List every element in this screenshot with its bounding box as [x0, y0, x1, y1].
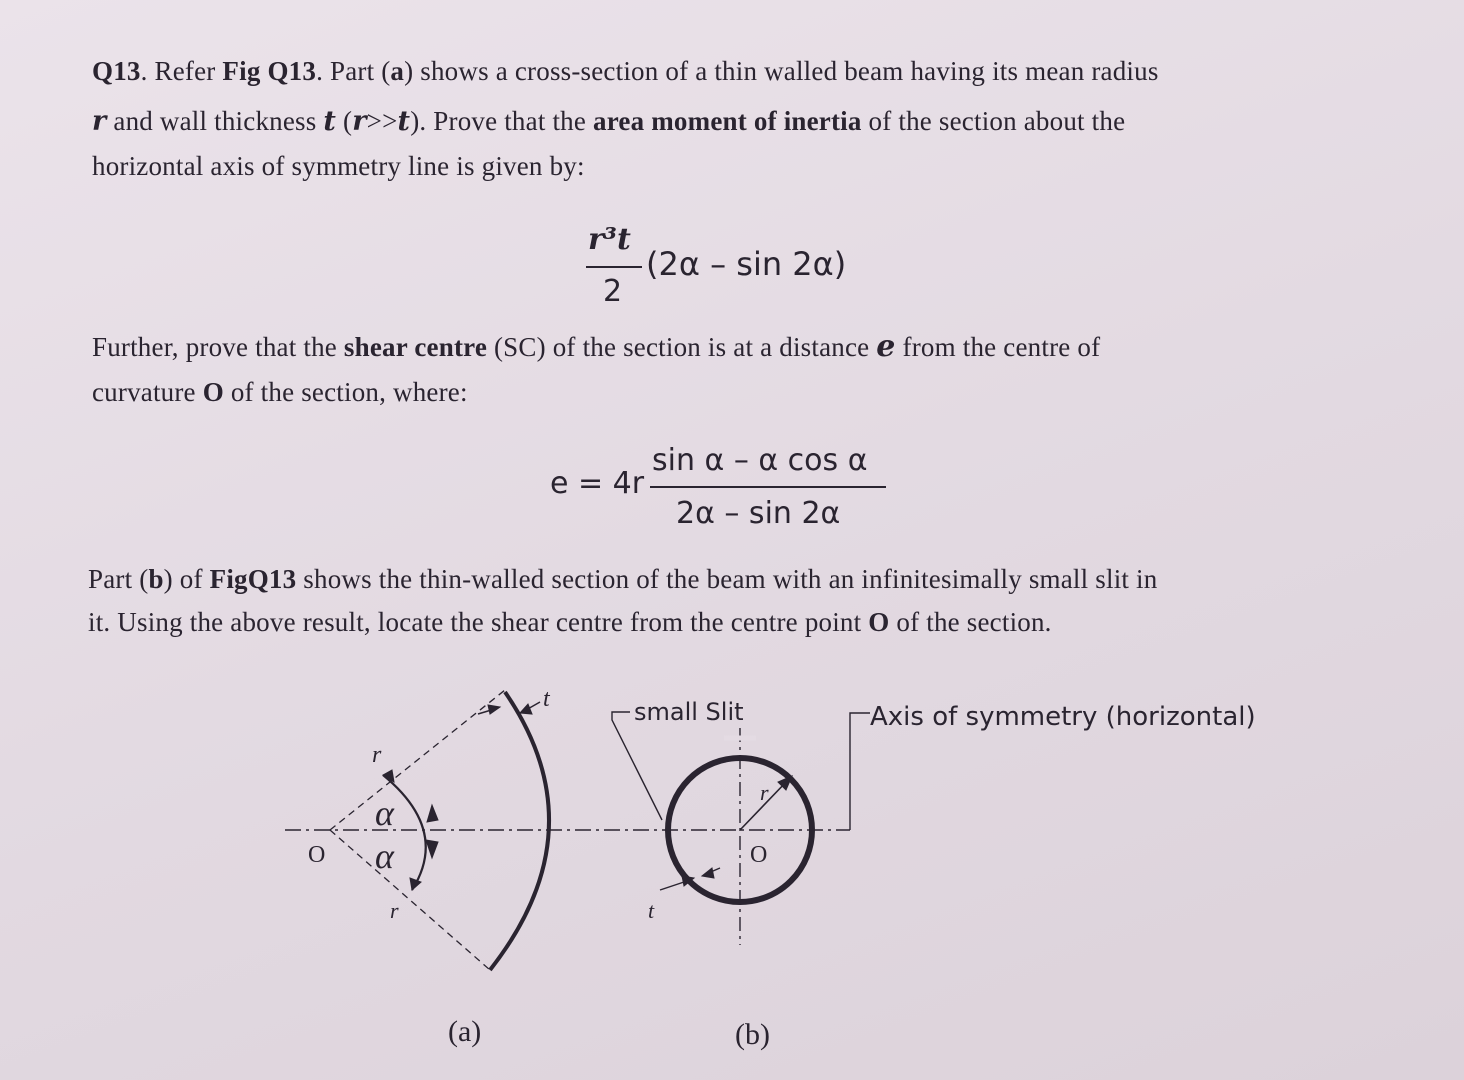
- text: Part (: [88, 564, 149, 594]
- label-o-b: O: [750, 842, 768, 868]
- text: of the section.: [889, 607, 1052, 637]
- label-small-slit: small Slit: [634, 698, 744, 726]
- text: . Part (: [316, 56, 391, 86]
- text: and wall thickness: [106, 106, 324, 136]
- eq1-denominator: 2: [603, 274, 623, 309]
- part-ref: b: [148, 564, 164, 594]
- eq1-numerator: r³t: [588, 222, 631, 257]
- caption-a: (a): [448, 1015, 482, 1048]
- text: of the section about the: [861, 106, 1126, 136]
- text: from the centre of: [895, 332, 1101, 362]
- part-ref: a: [390, 56, 405, 86]
- key-term: shear centre: [343, 332, 488, 362]
- text: >>: [366, 106, 398, 136]
- symbol-t: t: [323, 106, 337, 137]
- radius-line-bottom: [330, 830, 490, 970]
- key-term: area moment of inertia: [593, 106, 862, 136]
- label-t-a: t: [543, 686, 550, 712]
- text: (: [336, 106, 353, 136]
- fig-ref: FigQ13: [209, 564, 297, 594]
- symbol-t: t: [397, 106, 411, 137]
- text: Further, prove that the: [92, 332, 344, 362]
- text: ). Prove that the: [410, 106, 594, 136]
- angle-arrowhead-bottom: [410, 878, 421, 890]
- eq1-expression: (2α – sin 2α): [646, 245, 847, 283]
- text: (SC) of the section is at a distance: [487, 332, 877, 362]
- eq2-denominator: 2α – sin 2α: [676, 496, 841, 531]
- radius-line-top: [330, 690, 505, 830]
- label-r-top: r: [372, 742, 382, 768]
- point-o: O: [868, 607, 890, 637]
- label-r-b: r: [760, 780, 769, 805]
- question-number: Q13: [92, 56, 141, 86]
- label-t-b: t: [648, 898, 655, 923]
- eq2-lhs: e = 4r: [550, 466, 645, 501]
- thin-wall-arc: [490, 692, 549, 970]
- text: . Refer: [140, 56, 223, 86]
- point-o: O: [202, 377, 224, 407]
- q13-line-3: horizontal axis of symmetry line is given by:: [92, 151, 585, 181]
- slit-leader: [612, 712, 662, 820]
- axis-label-leader: [850, 713, 870, 830]
- label-axis-of-symmetry: Axis of symmetry (horizontal): [870, 702, 1256, 732]
- caption-b: (b): [735, 1018, 770, 1051]
- symbol-e: e: [876, 329, 896, 364]
- label-alpha-bottom: α: [375, 836, 394, 876]
- eq2-numerator: sin α – α cos α: [652, 443, 868, 478]
- text: ) of: [163, 564, 210, 594]
- angle-arrowhead-mid-bottom: [426, 840, 438, 858]
- label-r-bottom: r: [390, 898, 399, 923]
- label-alpha-top: α: [375, 793, 394, 833]
- symbol-r: r: [352, 106, 367, 137]
- text: of the section, where:: [223, 377, 468, 407]
- text: it. Using the above result, locate the shear centre from the centre point: [88, 607, 869, 637]
- symbol-r: r: [92, 106, 107, 137]
- text: ) shows a cross-section of a thin walled beam having its mean radius: [404, 56, 1159, 86]
- text: shows the thin-walled section of the beam with an infinitesimally small slit in: [296, 564, 1158, 594]
- text: curvature: [92, 377, 203, 407]
- angle-arrowhead-mid-top: [427, 805, 438, 822]
- fig-ref: Fig Q13: [222, 56, 317, 86]
- label-o-a: O: [308, 842, 326, 868]
